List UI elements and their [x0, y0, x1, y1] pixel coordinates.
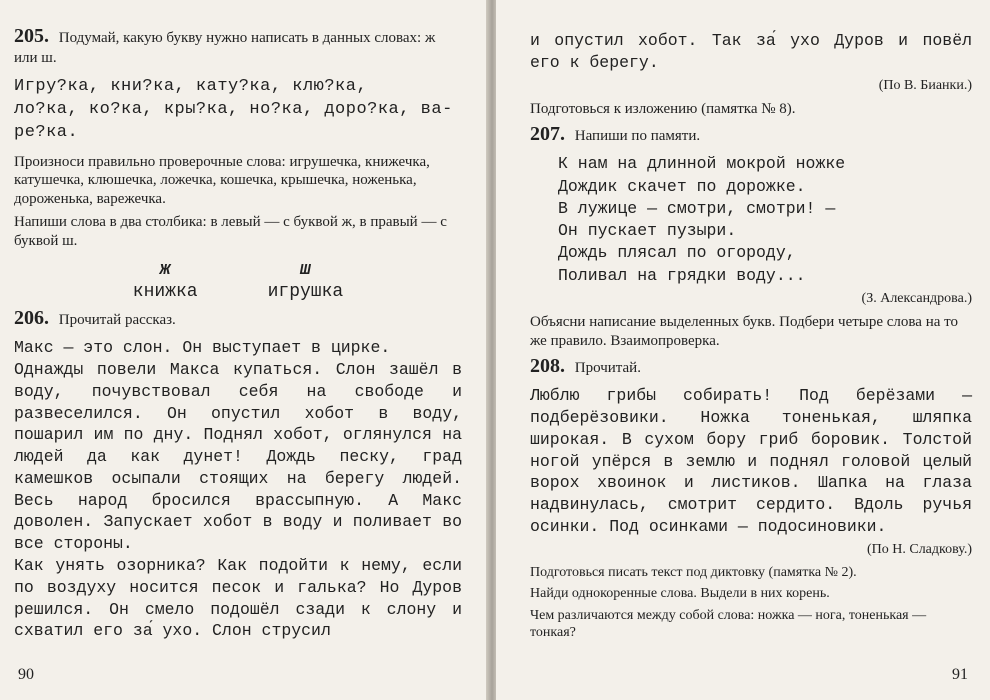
exercise-task: Напиши по памяти.: [574, 128, 701, 145]
exercise-number: 208.: [530, 355, 565, 378]
question: Найди однокоренные слова. Выдели в них корень.: [530, 586, 830, 602]
poem-line: К нам на длинной мокрой ножке: [558, 154, 846, 174]
attribution: (З. Александрова.): [861, 290, 972, 306]
story-paragraph: Как унять озорника? Как подойти к нему, если по воздуху носится песок и галька? Но Дуров решился. Он смело подошёл сзади к слону и схватил его за́ ухо. Слон струсил: [14, 555, 462, 641]
two-columns: [14, 260, 462, 302]
story-text: [14, 337, 462, 642]
column-word: книжка: [132, 282, 198, 303]
exercise-208: [530, 354, 972, 641]
column-right: [268, 260, 344, 302]
exercise-205: [14, 24, 462, 302]
exercise-207: [530, 122, 972, 350]
poem-line: Дождик скачет по дорожке.: [558, 176, 806, 196]
question: Чем различаются между собой слова: ножка — нога, тоненькая — тонкая?: [530, 607, 927, 641]
page-number: 91: [952, 666, 968, 683]
attribution: (По Н. Сладкову.): [866, 541, 972, 557]
explain-instruction: Объясни написание выделенных букв. Подбери четыре слова на то же правило. Взаимопроверка.: [530, 313, 958, 349]
column-head: ж: [159, 260, 171, 281]
preparation-note: Подготовься к изложению (памятка № 8).: [530, 100, 796, 117]
page-number: 90: [18, 666, 34, 683]
story-paragraph: Макс — это слон. Он выступает в цирке.: [14, 338, 391, 358]
exercise-number: 206.: [14, 307, 49, 330]
story-continuation: и опустил хобот. Так за́ ухо Дуров и повёл его к берегу.: [530, 31, 972, 72]
word-line: ре?ка.: [14, 122, 79, 142]
poem-line: Он пускает пузыри.: [558, 221, 737, 241]
column-word: игрушка: [267, 282, 344, 303]
poem-line: Поливал на грядки воду...: [558, 265, 806, 285]
column-left: [133, 260, 198, 302]
column-head: ш: [300, 260, 311, 281]
exercise-task: Прочитай рассказ.: [58, 312, 176, 329]
word-line: ло?ка, ко?ка, кры?ка, но?ка, доро?ка, ва-: [14, 99, 453, 119]
exercise-task: Подумай, какую букву нужно написать в данных словах: ж или ш.: [14, 30, 436, 66]
exercise-number: 205.: [14, 25, 49, 47]
word-line: Игру?ка, кни?ка, кату?ка, клю?ка,: [14, 76, 368, 96]
poem-line: В лужице — смотри, смотри! —: [558, 198, 836, 218]
exercise-206: [14, 306, 462, 642]
pronounce-instruction: Произноси правильно проверочные слова: игрушечка, книжечка, катушечка, клюшечка, ложечка, кошечка, крышечка, ноженька, дороженька, варежечка.: [14, 153, 430, 208]
right-page: [496, 0, 990, 700]
left-page: [0, 0, 488, 700]
exercise-task: Прочитай.: [574, 360, 641, 377]
attribution: (По В. Бианки.): [878, 77, 972, 93]
poem: [558, 153, 972, 287]
exercise-number: 207.: [530, 123, 565, 146]
poem-line: Дождь плясал по огороду,: [558, 243, 796, 263]
question: Подготовься писать текст под диктовку (памятка № 2).: [530, 564, 857, 580]
write-instruction: Напиши слова в два столбика: в левый — с буквой ж, в правый — с буквой ш.: [14, 213, 447, 249]
story-paragraph: Однажды повели Макса купаться. Слон зашёл в воду, почувствовал себя на свободе и развеселился. Он опустил хобот в воду, пошарил им по дну. Поднял хобот, оглянулся на людей да как дунет! Дождь песку, град камешков осыпали стоящих на берегу людей. Весь народ бросился врассыпную. А Макс доволен. Запускает хобот в воду и поливает во все стороны.: [14, 360, 462, 554]
mushroom-text: Люблю грибы собирать! Под берёзами — подберёзовики. Ножка тоненькая, шляпка широкая. В сухом бору гриб боровик. Толстой ногой упёрся в землю и поднял головой целый ворох хвоинок и листиков. Шапка на глаза надвинулась, смотрит сердито. Вдоль ручья осинки. Под осинками — подосиновики.: [530, 386, 972, 536]
word-list: [14, 76, 462, 145]
